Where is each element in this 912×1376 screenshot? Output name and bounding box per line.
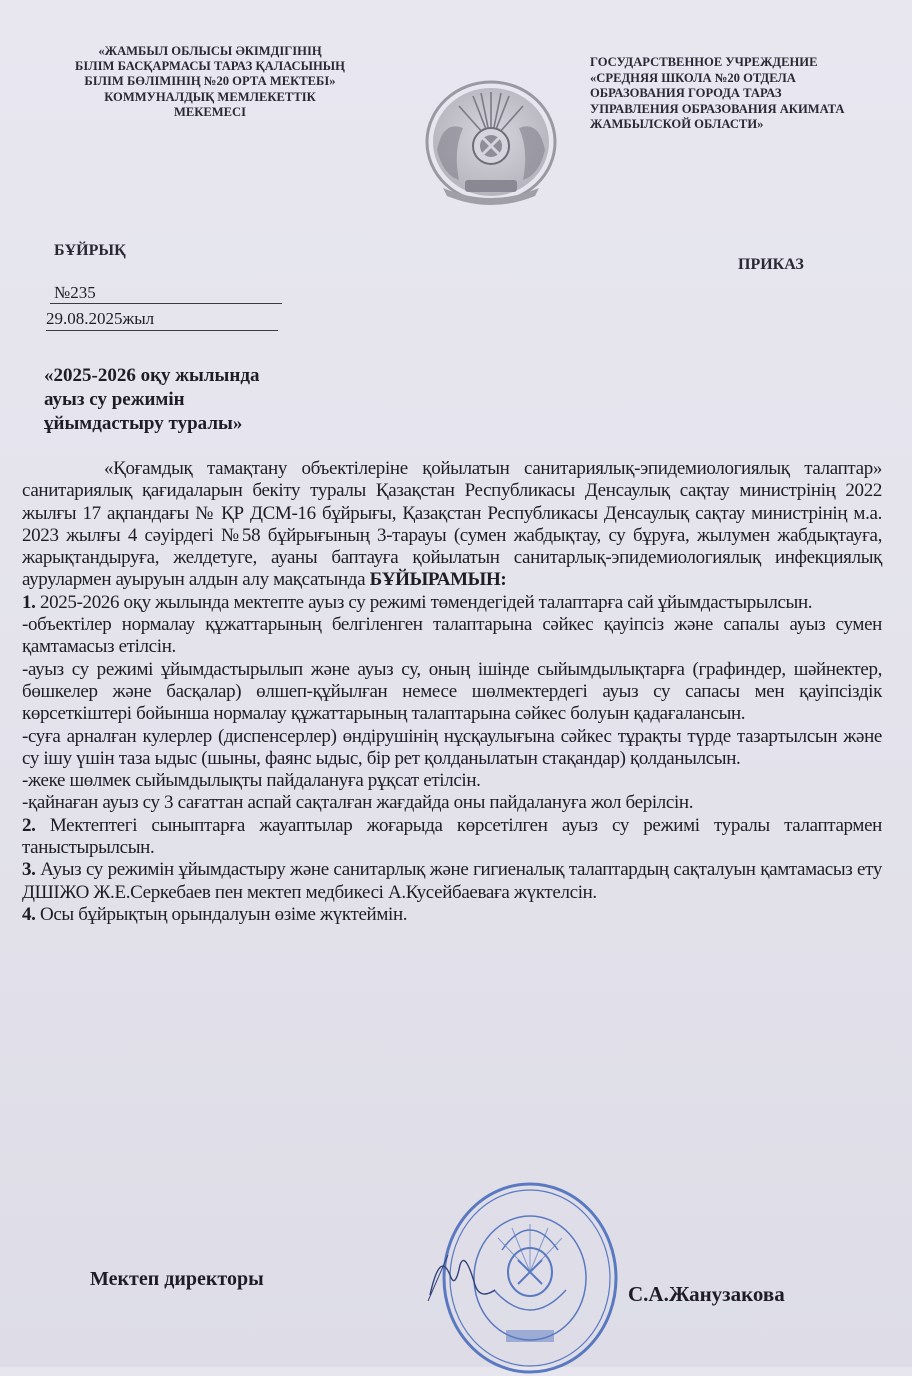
- subject-line: ауыз су режимін: [44, 389, 185, 410]
- handwritten-signature-icon: [420, 1245, 500, 1305]
- item-number: 4.: [22, 903, 36, 925]
- item-number: 3.: [22, 859, 36, 881]
- order-subitem: [22, 726, 882, 771]
- header-russian-org-name: [590, 55, 890, 133]
- header-right-line: ЖАМБЫЛСКОЙ ОБЛАСТИ»: [590, 117, 764, 132]
- item-text: -қайнаған ауыз су 3 сағаттан аспай сақталған жағдайда оны пайдалануға жол берілсін.: [22, 792, 694, 814]
- item-text: Мектептегі сыныптарға жауаптылар жоғарыда көрсетілген ауыз су режимі туралы талаптармен таныстырылсын.: [22, 814, 882, 859]
- order-subitem: [22, 770, 882, 792]
- item-text: Осы бұйрықтың орындалуын өзіме жүктеймін.: [35, 903, 408, 925]
- preamble-paragraph: [22, 458, 882, 592]
- order-subitem: [22, 792, 882, 814]
- order-title-kazakh: БҰЙРЫҚ: [54, 242, 126, 259]
- header-left-line: БІЛІМ БАСҚАРМАСЫ ТАРАЗ ҚАЛАСЫНЫҢ: [75, 59, 345, 74]
- header-right-line: ГОСУДАРСТВЕННОЕ УЧРЕЖДЕНИЕ: [590, 55, 818, 69]
- header-right-line: УПРАВЛЕНИЯ ОБРАЗОВАНИЯ АКИМАТА: [590, 101, 845, 116]
- order-subitem: [22, 614, 882, 659]
- header-left-line: БІЛІМ БӨЛІМІНІҢ №20 ОРТА МЕКТЕБІ»: [84, 74, 336, 89]
- director-position: Мектеп директоры: [90, 1268, 264, 1290]
- item-number: 1.: [22, 591, 36, 613]
- item-text: -суға арналған кулерлер (диспенсерлер) өндірушінің нұсқаулығына сәйкес тұрақты түрде тазартылсын және су ішу үшін таза ыдыс (шыны, фаянс ыдыс, бір рет қолданылатын стақандар) қолданылсын.: [22, 725, 882, 769]
- director-name: С.А.Жанузакова: [628, 1282, 785, 1306]
- order-word: БҰЙЫРАМЫН:: [369, 569, 507, 591]
- header-left-line: КОММУНАЛДЫҚ МЕМЛЕКЕТТІК: [104, 89, 316, 104]
- item-text: -ауыз су режимі ұйымдастырылып және ауыз су, оның ішінде сыйымдылықтарға (графиндер, шәйнектер, бөшкелер және басқалар) өлшеп-құйылған немесе шөлмектердегі ауыз су сапасы мен қауіпсіздік көрсеткіштері бойынша нормалау құжаттарының талаптарына сәйкес болуын қадағалансын.: [22, 658, 882, 725]
- item-text: Ауыз су режимін ұйымдастыру және санитарлық және гигиеналық талаптардың сақталуын қамтамасыз ету ДШІЖО Ж.Е.Серкебаев пен мектеп медбикесі А.Кусейбаеваға жүктелсін.: [22, 859, 882, 903]
- preamble-text: «Қоғамдық тамақтану объектілеріне қойылатын санитариялық-эпидемиологиялық талаптар» санитариялық қағидаларын бекіту туралы Қазақстан Республикасы Денсаулық сақтау министрінің 2022 жылғы 17 ақпандағы № ҚР ДСМ-16 бұйрығы, Қазақстан Республикасы Денсаулық сақтау министрінің м.а. 2023 жылғы 4 сәуірдегі №58 бұйрығының 3-тарауы (сумен жабдықтау, су бұруға, жылумен жабдықтауға, жарықтандыруға, желдетуге, ауаны баптауға қойылатын санитарлық-эпидемиологиялық инфекциялық аурулармен ауыруын алдын алу мақсатында: [22, 458, 882, 591]
- order-item: [22, 815, 882, 860]
- order-title-russian: ПРИКАЗ: [738, 256, 804, 273]
- header-kazakh-org-name: [40, 44, 380, 120]
- order-date: 29.08.2025жыл: [46, 308, 278, 331]
- subject-line: «2025-2026 оқу жылында: [44, 365, 260, 386]
- order-item: [22, 859, 882, 904]
- item-text: 2025-2026 оқу жылында мектепте ауыз су режимі төмендегідей талаптарға сай ұйымдастырылсын.: [35, 591, 813, 613]
- header-left-line: «ЖАМБЫЛ ОБЛЫСЫ ӘКІМДІГІНІҢ: [98, 44, 322, 58]
- order-body: [22, 458, 882, 926]
- header-right-line: «СРЕДНЯЯ ШКОЛА №20 ОТДЕЛА: [590, 70, 796, 85]
- order-subject: [44, 364, 259, 436]
- header-right-line: ОБРАЗОВАНИЯ ГОРОДА ТАРАЗ: [590, 86, 782, 101]
- order-number: №235: [50, 283, 282, 304]
- item-text: -жеке шөлмек сыйымдылықты пайдалануға рұқсат етілсін.: [22, 770, 481, 792]
- subject-line: ұйымдастыру туралы»: [44, 413, 243, 434]
- order-subitem: [22, 659, 882, 726]
- item-text: -объектілер нормалау құжаттарының белгіленген талаптарына сәйкес қауіпсіз және сапалы ауыз сумен қамтамасыз етілсін.: [22, 614, 882, 658]
- state-emblem-icon: [423, 80, 559, 210]
- item-number: 2.: [22, 814, 36, 836]
- order-item: [22, 904, 882, 926]
- header-left-line: МЕКЕМЕСІ: [173, 104, 247, 119]
- order-item: [22, 592, 882, 614]
